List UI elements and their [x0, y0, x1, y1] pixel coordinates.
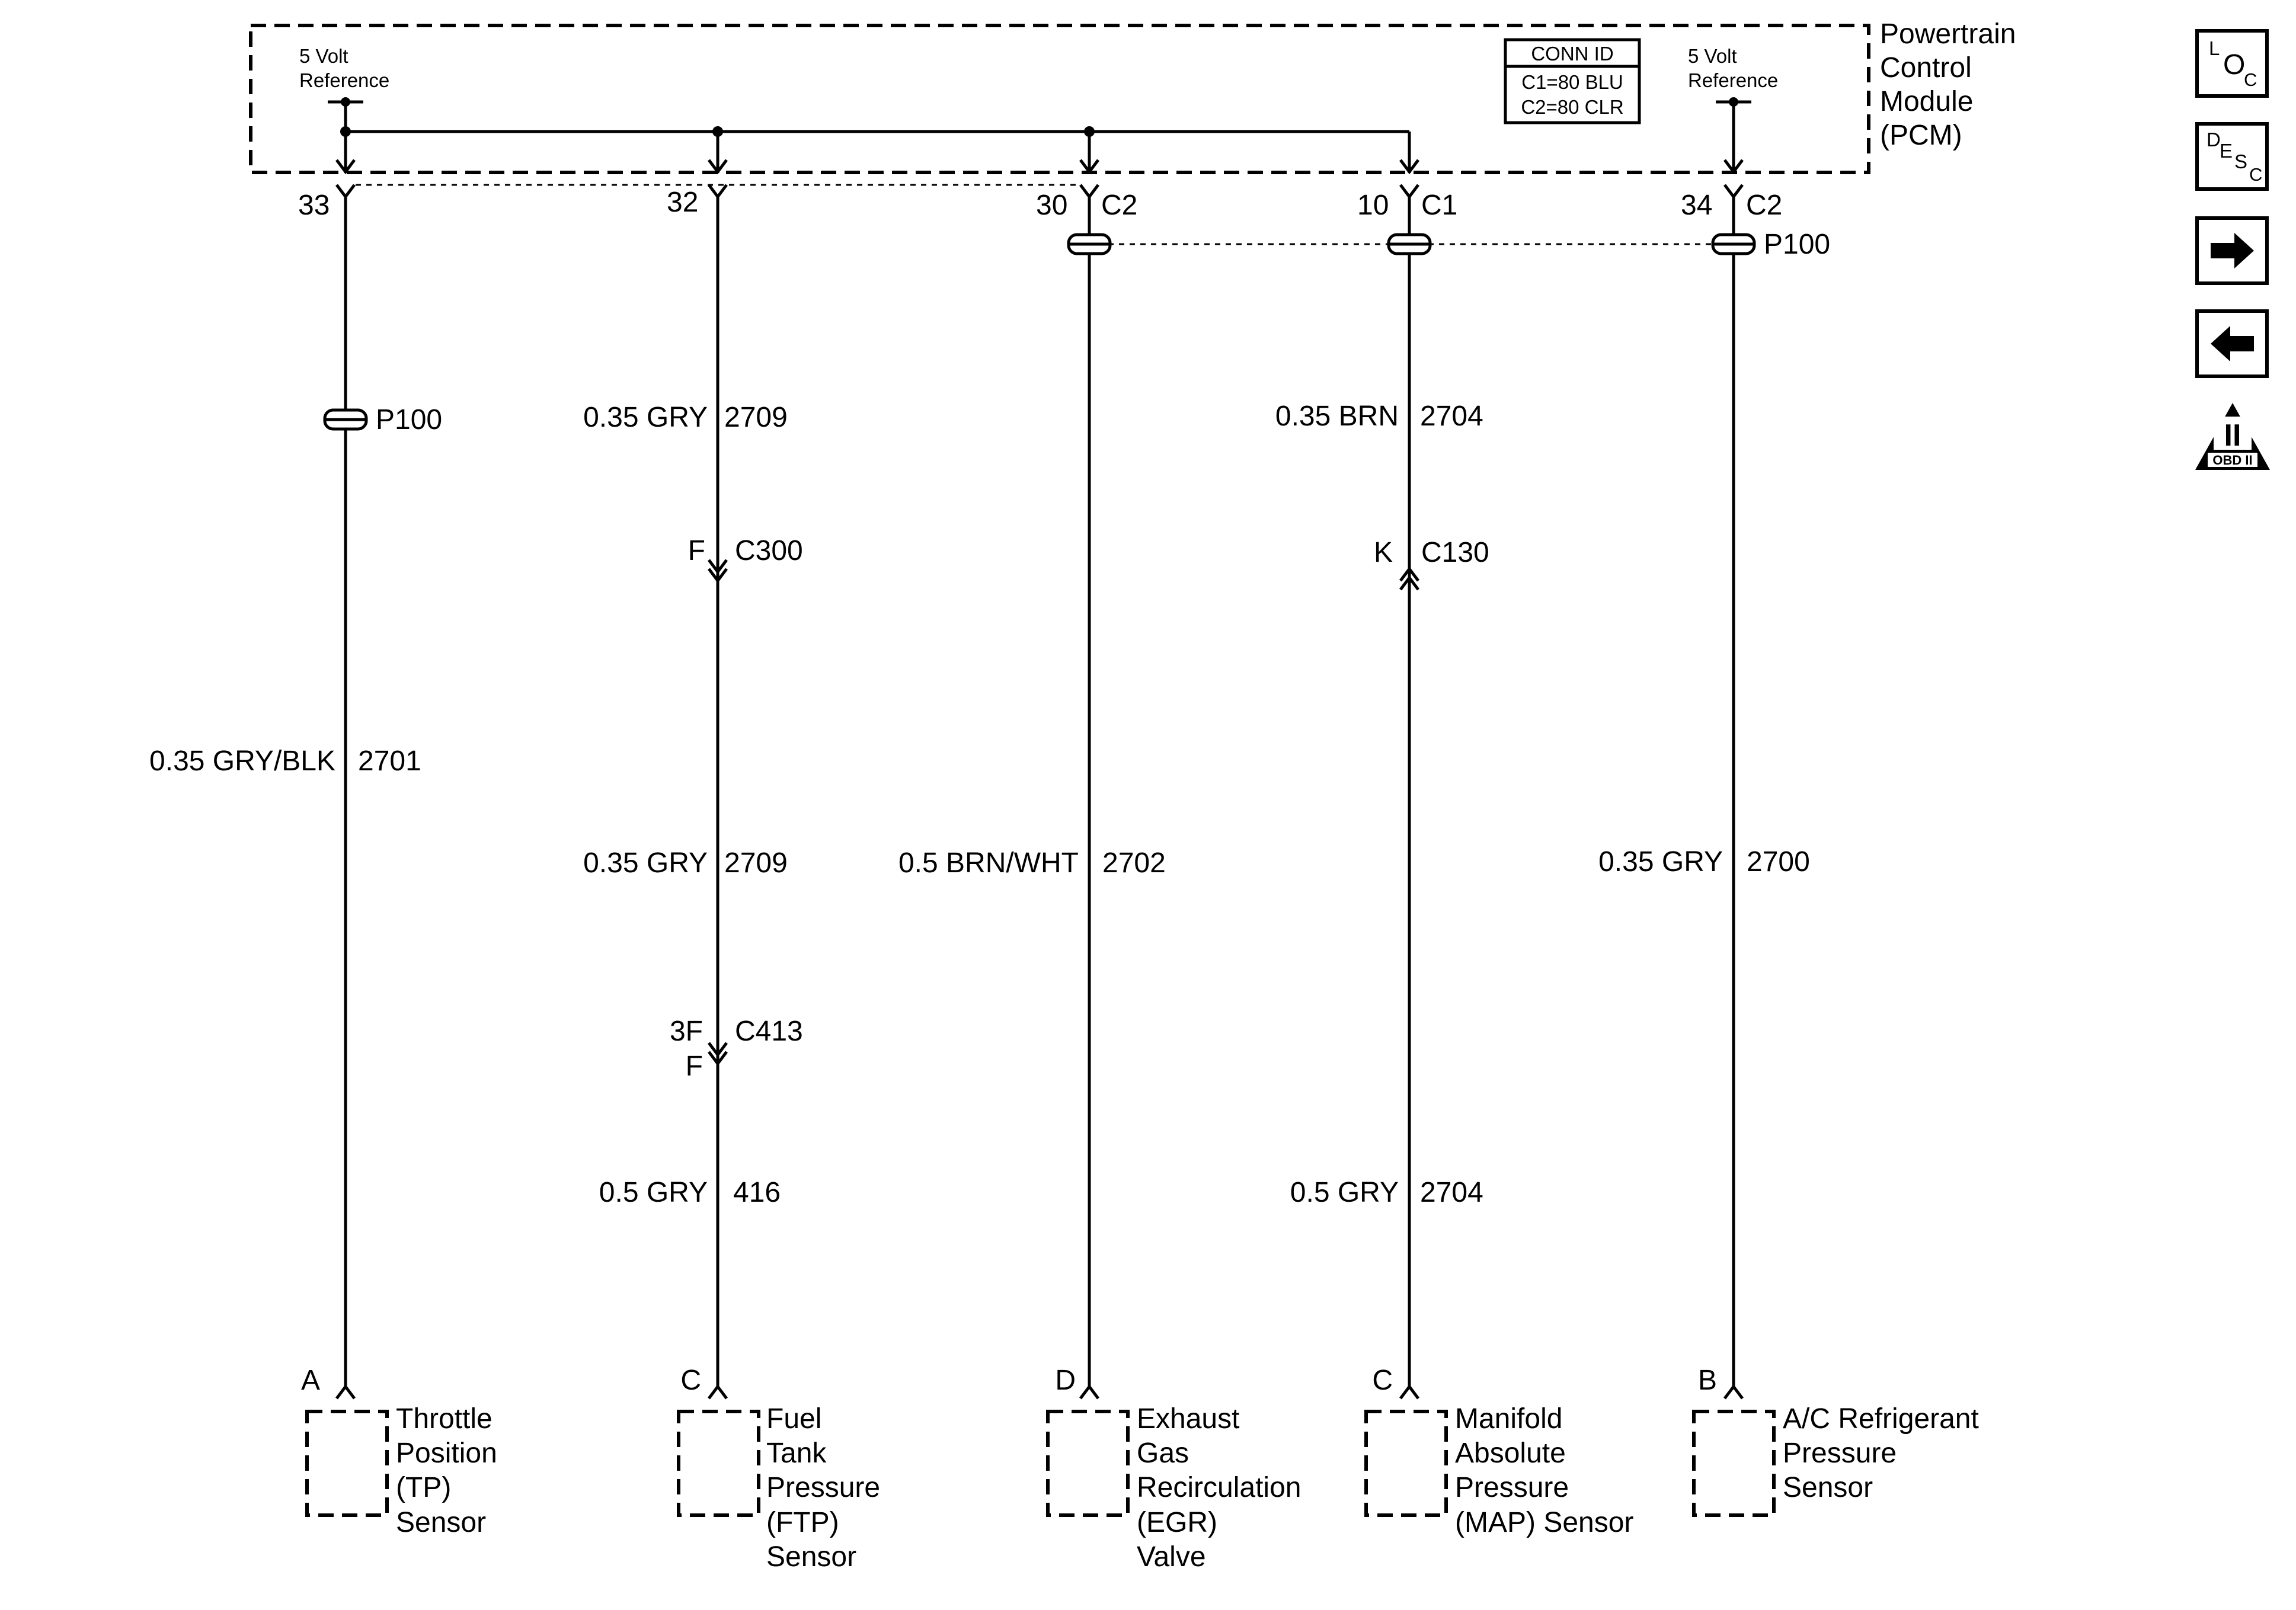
- circuit-map-upper: [1275, 401, 1483, 432]
- svg-text:0.35 GRY: 0.35 GRY: [1598, 846, 1723, 878]
- svg-text:O: O: [2223, 49, 2246, 81]
- svg-text:Absolute: Absolute: [1455, 1438, 1566, 1469]
- description-button[interactable]: [2197, 124, 2267, 189]
- pin-30: 30: [1036, 190, 1068, 221]
- pin-32: 32: [667, 187, 699, 218]
- svg-text:C130: C130: [1421, 537, 1489, 568]
- svg-text:Tank: Tank: [766, 1438, 827, 1469]
- svg-text:A/C Refrigerant: A/C Refrigerant: [1783, 1403, 1979, 1435]
- svg-text:(MAP) Sensor: (MAP) Sensor: [1455, 1507, 1634, 1538]
- svg-text:0.5 GRY: 0.5 GRY: [1290, 1177, 1399, 1208]
- svg-text:Exhaust: Exhaust: [1137, 1403, 1240, 1435]
- svg-text:C: C: [2244, 69, 2257, 90]
- svg-text:0.35 GRY: 0.35 GRY: [583, 402, 708, 433]
- svg-text:5 Volt: 5 Volt: [299, 45, 348, 67]
- svg-text:K: K: [1373, 537, 1393, 568]
- splice-p100-top: [1069, 229, 1830, 260]
- svg-text:C: C: [680, 1365, 701, 1396]
- svg-text:2702: 2702: [1102, 847, 1166, 879]
- five-volt-reference-left: [299, 45, 389, 91]
- svg-text:Fuel: Fuel: [766, 1403, 822, 1435]
- pin-33: 33: [298, 190, 330, 221]
- component-pin-forks: [337, 1387, 1742, 1398]
- svg-text:CONN ID: CONN ID: [1531, 43, 1614, 65]
- svg-text:0.35 BRN: 0.35 BRN: [1275, 401, 1399, 432]
- svg-text:Reference: Reference: [1688, 69, 1779, 91]
- svg-text:II: II: [2224, 418, 2241, 453]
- svg-text:(FTP): (FTP): [766, 1507, 839, 1538]
- previous-button[interactable]: [2197, 311, 2267, 376]
- circuit-ac: [1598, 846, 1810, 878]
- svg-text:0.5 BRN/WHT: 0.5 BRN/WHT: [898, 847, 1079, 879]
- svg-text:A: A: [300, 1365, 320, 1396]
- svg-text:F: F: [687, 535, 705, 566]
- splice-p100-left: [325, 404, 442, 436]
- svg-text:Manifold: Manifold: [1455, 1403, 1563, 1435]
- obd-ii-icon: [2195, 403, 2270, 470]
- svg-text:Pressure: Pressure: [1783, 1438, 1897, 1469]
- pcm-label: [1880, 18, 2016, 151]
- circuit-tp: [149, 745, 421, 777]
- svg-text:C: C: [1372, 1365, 1393, 1396]
- svg-text:0.35 GRY: 0.35 GRY: [583, 847, 708, 879]
- svg-text:D: D: [2207, 129, 2221, 151]
- svg-text:Position: Position: [396, 1438, 497, 1469]
- svg-text:D: D: [1055, 1365, 1076, 1396]
- svg-text:Valve: Valve: [1137, 1541, 1206, 1573]
- svg-text:Recirculation: Recirculation: [1137, 1472, 1302, 1503]
- svg-text:2704: 2704: [1420, 401, 1483, 432]
- circuit-egr: [898, 847, 1166, 879]
- circuit-map-lower: [1290, 1177, 1483, 1208]
- pin-34-connector: C2: [1746, 190, 1783, 221]
- connector-c413: [670, 1016, 803, 1082]
- svg-text:Sensor: Sensor: [396, 1507, 487, 1538]
- svg-text:416: 416: [733, 1177, 781, 1208]
- pin-34: 34: [1681, 190, 1713, 221]
- pin-10: 10: [1357, 190, 1389, 221]
- svg-text:(TP): (TP): [396, 1472, 452, 1503]
- svg-text:F: F: [685, 1051, 703, 1082]
- pin-10-connector: C1: [1421, 190, 1458, 221]
- svg-text:2709: 2709: [724, 847, 788, 879]
- svg-text:E: E: [2220, 140, 2233, 162]
- five-volt-reference-right: [1688, 45, 1778, 91]
- component-tp-sensor: [301, 1365, 497, 1538]
- svg-text:C: C: [2249, 164, 2263, 185]
- next-button[interactable]: [2197, 218, 2267, 283]
- svg-text:0.35 GRY/BLK: 0.35 GRY/BLK: [149, 745, 335, 777]
- svg-text:B: B: [1697, 1365, 1717, 1396]
- svg-text:Control: Control: [1880, 52, 1972, 84]
- circuit-ftp-lower: [599, 1177, 781, 1208]
- conn-id-box: [1505, 40, 1639, 123]
- svg-text:Reference: Reference: [299, 69, 390, 91]
- svg-text:(PCM): (PCM): [1880, 120, 1962, 151]
- svg-text:0.5 GRY: 0.5 GRY: [599, 1177, 708, 1208]
- component-ac-refrigerant-pressure-sensor: [1694, 1365, 1979, 1515]
- svg-text:2704: 2704: [1420, 1177, 1483, 1208]
- svg-text:2701: 2701: [358, 745, 421, 777]
- svg-text:Module: Module: [1880, 86, 1974, 117]
- svg-text:Powertrain: Powertrain: [1880, 18, 2016, 50]
- pin-30-connector: C2: [1101, 190, 1138, 221]
- svg-text:(EGR): (EGR): [1137, 1507, 1217, 1538]
- svg-text:2700: 2700: [1747, 846, 1810, 878]
- svg-text:C413: C413: [735, 1016, 803, 1047]
- svg-text:P100: P100: [376, 404, 443, 436]
- svg-text:Pressure: Pressure: [766, 1472, 881, 1503]
- svg-text:C2=80 CLR: C2=80 CLR: [1521, 96, 1624, 118]
- svg-text:Throttle: Throttle: [396, 1403, 493, 1435]
- svg-text:C300: C300: [735, 535, 803, 566]
- component-ftp-sensor: [679, 1365, 880, 1573]
- component-egr-valve: [1048, 1365, 1301, 1573]
- svg-text:P100: P100: [1764, 229, 1831, 260]
- svg-text:3F: 3F: [669, 1016, 703, 1047]
- circuit-ftp-mid: [583, 847, 788, 879]
- svg-text:S: S: [2234, 151, 2248, 172]
- svg-text:Sensor: Sensor: [766, 1541, 857, 1573]
- connector-c300: [688, 535, 803, 581]
- wires: [346, 197, 1734, 1387]
- obd-ii-button[interactable]: [2195, 403, 2270, 470]
- svg-text:5 Volt: 5 Volt: [1688, 45, 1737, 67]
- svg-text:L: L: [2209, 37, 2220, 59]
- svg-text:Sensor: Sensor: [1783, 1472, 1873, 1503]
- connector-c130: [1374, 537, 1489, 590]
- svg-text:C1=80 BLU: C1=80 BLU: [1521, 71, 1623, 93]
- svg-text:Gas: Gas: [1137, 1438, 1189, 1469]
- circuit-ftp-upper: [583, 402, 788, 433]
- svg-text:2709: 2709: [724, 402, 788, 433]
- svg-text:OBD II: OBD II: [2212, 453, 2253, 468]
- location-button[interactable]: [2197, 31, 2267, 96]
- svg-text:Pressure: Pressure: [1455, 1472, 1569, 1503]
